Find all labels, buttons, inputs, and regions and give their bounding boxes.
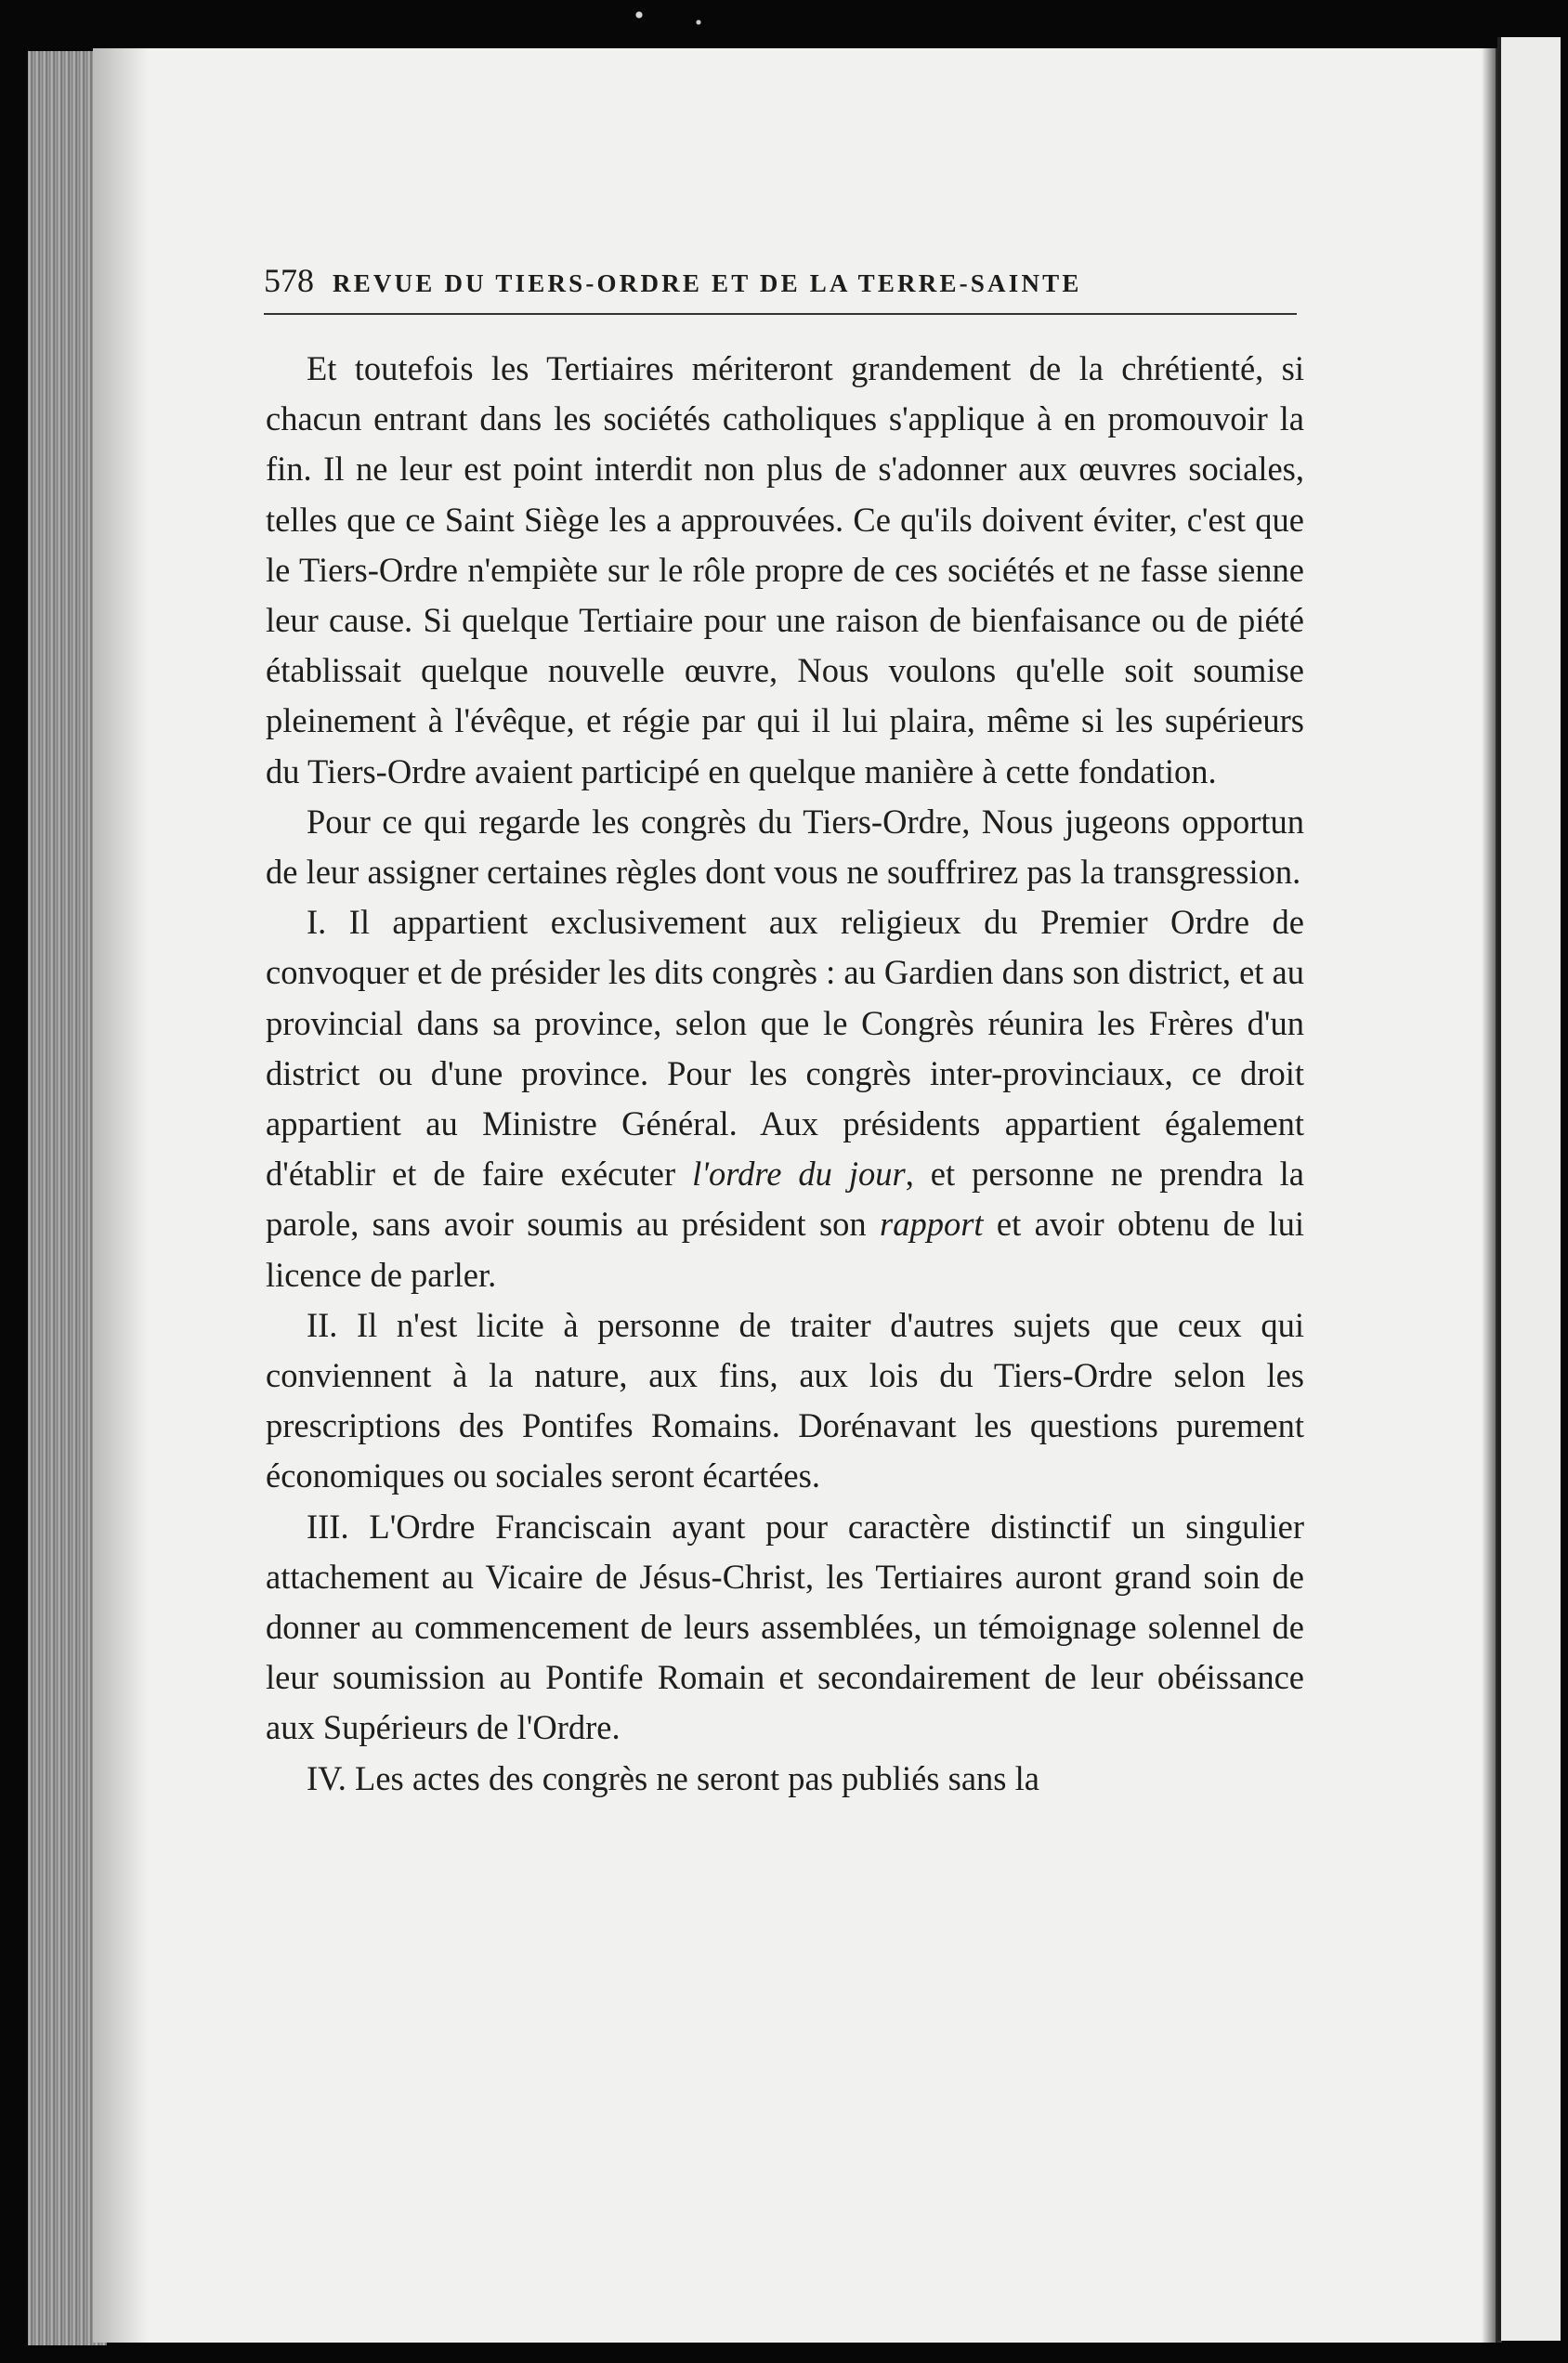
page-binding-shadow — [93, 48, 149, 2343]
running-title: REVUE DU TIERS-ORDRE ET DE LA TERRE-SAINTE — [333, 269, 1082, 297]
rule-1-text-c: et avoir obtenu de lui licence de parler. — [266, 1205, 1304, 1294]
body-text — [266, 344, 1304, 1804]
running-header — [264, 261, 1304, 298]
facing-page-edge — [1497, 37, 1561, 2341]
paragraph-rule-2: II. Il n'est licite à personne de traiter d'autres sujets que ceux qui conviennent à la nature, aux fins, aux lois du Tiers-Ordre selon les prescriptions des Pontifes Romains. Dorénavant les questions purement économiques ou sociales seront écartées. — [266, 1305, 1304, 1495]
page-number: 578 — [264, 262, 314, 299]
rule-1-text-a: I. Il appartient exclusivement aux religieux du Premier Ordre de convoquer et de présider les dits congrès : au Gardien dans son district, et au provincial dans sa province, selon que le Congrès réunira les Frères d'un district ou d'une province. Pour les congrès inter-provinciaux, ce droit appartient au Ministre Général. Aux présidents appartient également d'établir et de faire exécuter — [266, 903, 1304, 1194]
rule-1-italic-rapport: rapport — [880, 1205, 984, 1244]
paragraph-rule-3: III. L'Ordre Franciscain ayant pour caractère distinctif un singulier attachement au Vicaire de Jésus-Christ, les Tertiaires auront grand soin de donner au commencement de leurs assemblées, un témoignage solennel de leur soumission au Pontife Romain et secondairement de leur obéissance aux Supérieurs de l'Ordre. — [266, 1507, 1304, 1747]
paragraph-rule-4: IV. Les actes des congrès ne seront pas publiés sans la — [307, 1758, 1039, 1797]
paragraph-rule-1 — [266, 897, 1304, 1300]
paragraph-congres: Pour ce qui regarde les congrès du Tiers-Ordre, Nous jugeons opportun de leur assigner certaines règles dont vous ne souffrirez pas la transgression. — [266, 802, 1304, 892]
header-rule — [264, 313, 1297, 315]
scan-specks — [595, 0, 743, 37]
rule-1-italic-ordre-du-jour: l'ordre du jour — [692, 1155, 906, 1194]
paragraph-intro: Et toutefois les Tertiaires mériteront grandement de la chrétienté, si chacun entrant dans les sociétés catholiques s'applique à en promouvoir la fin. Il ne leur est point interdit non plus de s'adonner aux œuvres sociales, telles que ce Saint Siège les a approuvées. Ce qu'ils doivent éviter, c'est que le Tiers-Ordre n'empiète sur le rôle propre de ces sociétés et ne fasse sienne leur cause. Si quelque Tertiaire pour une raison de bienfaisance ou de piété établissait quelque nouvelle œuvre, Nous voulons qu'elle soit soumise pleinement à l'évêque, et régie par qui il lui plaira, même si les supérieurs du Tiers-Ordre avaient participé en quelque manière à cette fondation. — [266, 349, 1304, 790]
rule-1-text-b: , et personne ne prendra la parole, sans avoir soumis au président son — [266, 1155, 1304, 1244]
